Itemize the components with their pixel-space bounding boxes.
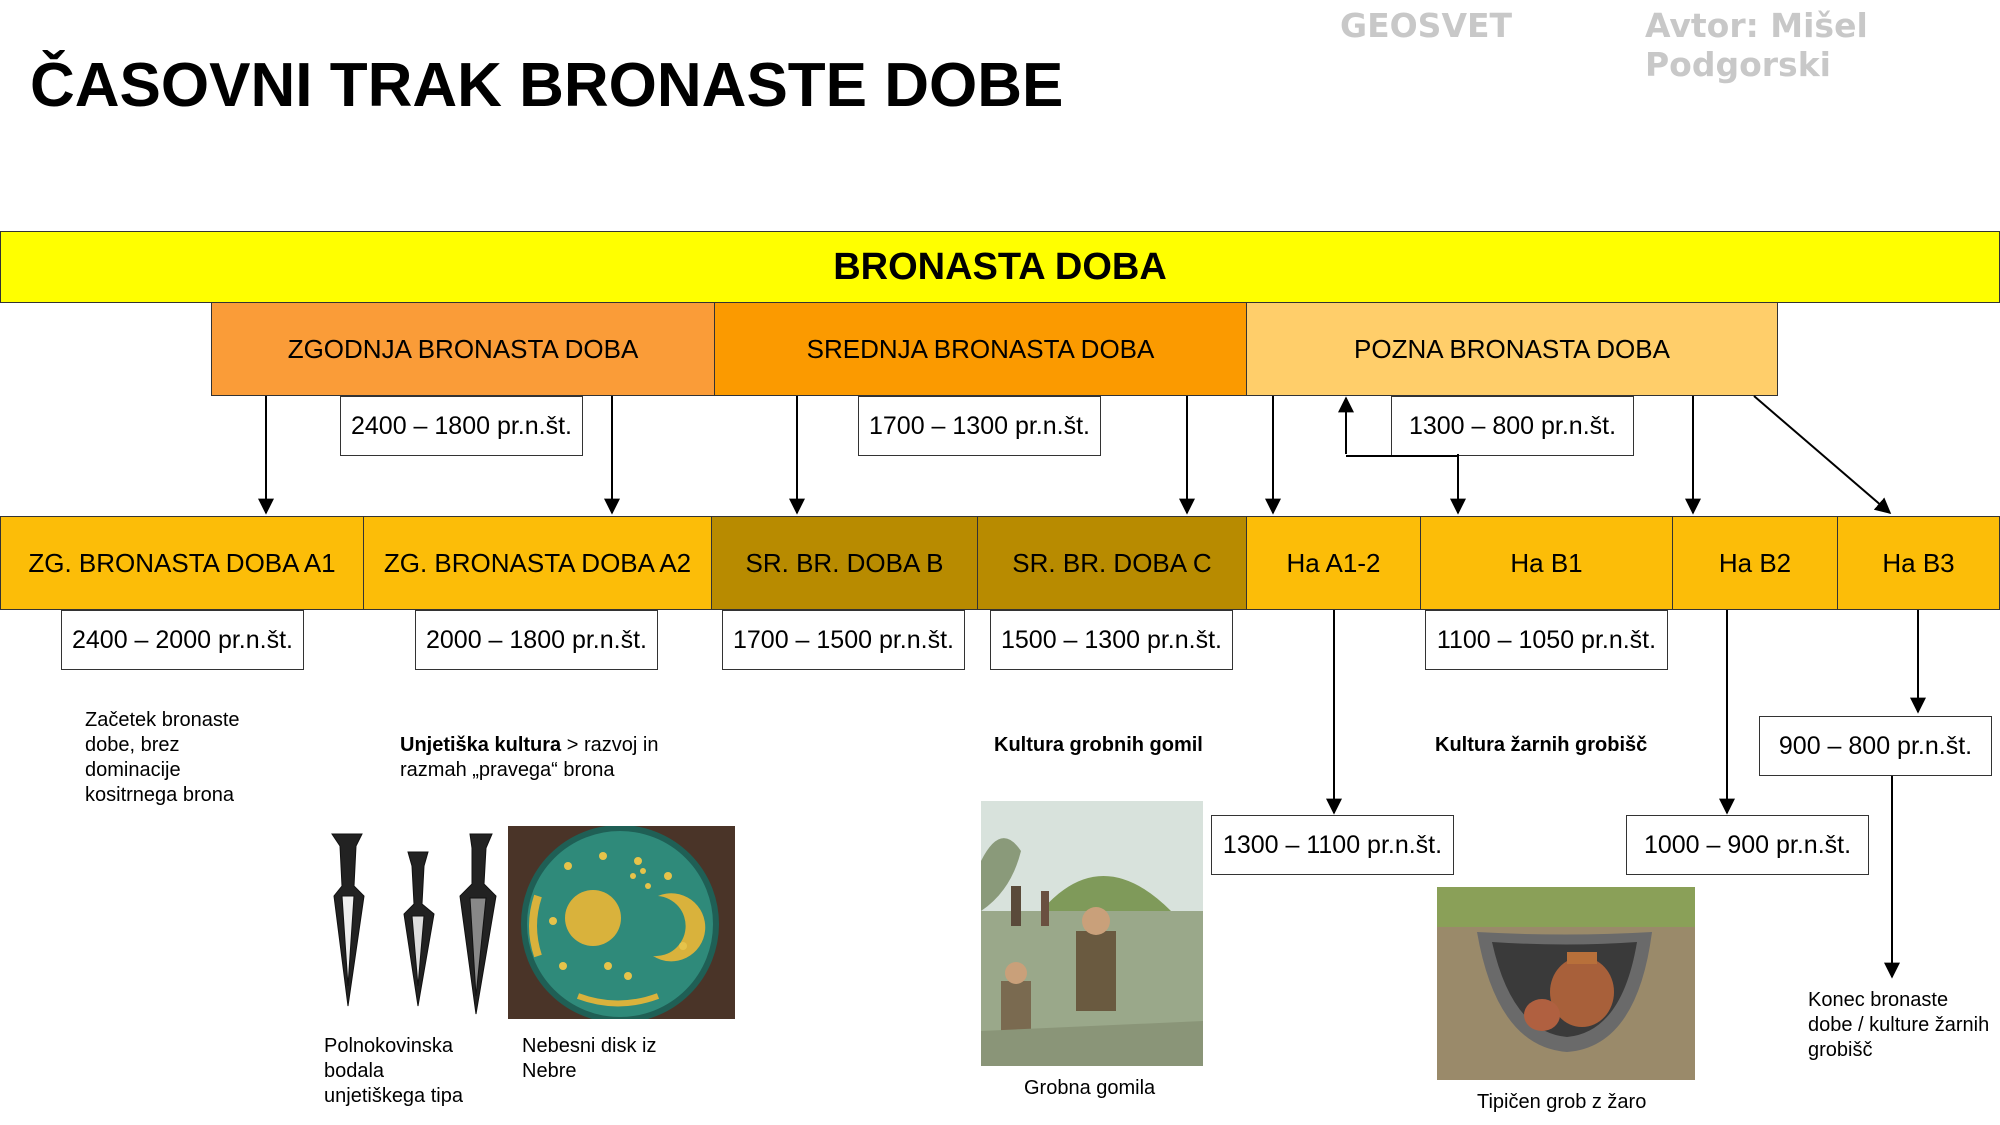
author-label: Avtor: Mišel Podgorski [1645, 6, 1868, 84]
subperiod-ha-b3: Ha B3 [1837, 516, 2000, 610]
subperiod-ha-b2: Ha B2 [1672, 516, 1838, 610]
subperiod-ha-b3-date: 900 – 800 pr.n.št. [1759, 716, 1992, 776]
note-end: Konec bronaste dobe / kulture žarnih grobišč [1808, 989, 1990, 1061]
subperiod-ha-b2-date: 1000 – 900 pr.n.št. [1626, 815, 1869, 875]
subperiod-b: SR. BR. DOBA B [711, 516, 978, 610]
period-middle-date: 1700 – 1300 pr.n.št. [858, 396, 1101, 456]
note-a2-culture: Unjetiška kultura [400, 734, 562, 756]
urn-grave-caption: Tipičen grob z žaro [1477, 1091, 1647, 1113]
tumulus-caption: Grobna gomila [1024, 1077, 1156, 1099]
period-middle: SREDNJA BRONASTA DOBA [714, 302, 1247, 396]
subperiod-c: SR. BR. DOBA C [977, 516, 1247, 610]
period-early-date: 2400 – 1800 pr.n.št. [340, 396, 583, 456]
subperiod-ha-a12: Ha A1-2 [1246, 516, 1421, 610]
subperiod-a2: ZG. BRONASTA DOBA A2 [363, 516, 712, 610]
note-a2-text: > razvoj in razmah „pravega“ brona [400, 734, 659, 781]
note-a1: Začetek bronaste dobe, brez dominacije kositrnega brona [85, 709, 240, 806]
subperiod-a1: ZG. BRONASTA DOBA A1 [0, 516, 364, 610]
subperiod-a1-date: 2400 – 2000 pr.n.št. [61, 610, 304, 670]
bronze-age-band: BRONASTA DOBA [0, 231, 2000, 303]
subperiod-ha-b1-date: 1100 – 1050 pr.n.št. [1425, 610, 1668, 670]
subperiod-ha-a12-date: 1300 – 1100 pr.n.št. [1211, 815, 1454, 875]
subperiod-c-date: 1500 – 1300 pr.n.št. [990, 610, 1233, 670]
period-early: ZGODNJA BRONASTA DOBA [211, 302, 715, 396]
note-late-culture: Kultura žarnih grobišč [1435, 734, 1648, 756]
page-title: ČASOVNI TRAK BRONASTE DOBE [30, 51, 1064, 120]
disk-caption: Nebesni disk iz Nebre [522, 1035, 657, 1082]
brand-label: GEOSVET [1340, 6, 1513, 45]
daggers-caption: Polnokovinska bodala unjetiškega tipa [324, 1035, 463, 1107]
period-late: POZNA BRONASTA DOBA [1246, 302, 1778, 396]
period-late-date: 1300 – 800 pr.n.št. [1391, 396, 1634, 456]
subperiod-a2-date: 2000 – 1800 pr.n.št. [415, 610, 658, 670]
arrow-late-ha-b3 [1754, 396, 1890, 513]
subperiod-b-date: 1700 – 1500 pr.n.št. [722, 610, 965, 670]
subperiod-ha-b1: Ha B1 [1420, 516, 1673, 610]
note-middle-culture: Kultura grobnih gomil [994, 734, 1203, 756]
